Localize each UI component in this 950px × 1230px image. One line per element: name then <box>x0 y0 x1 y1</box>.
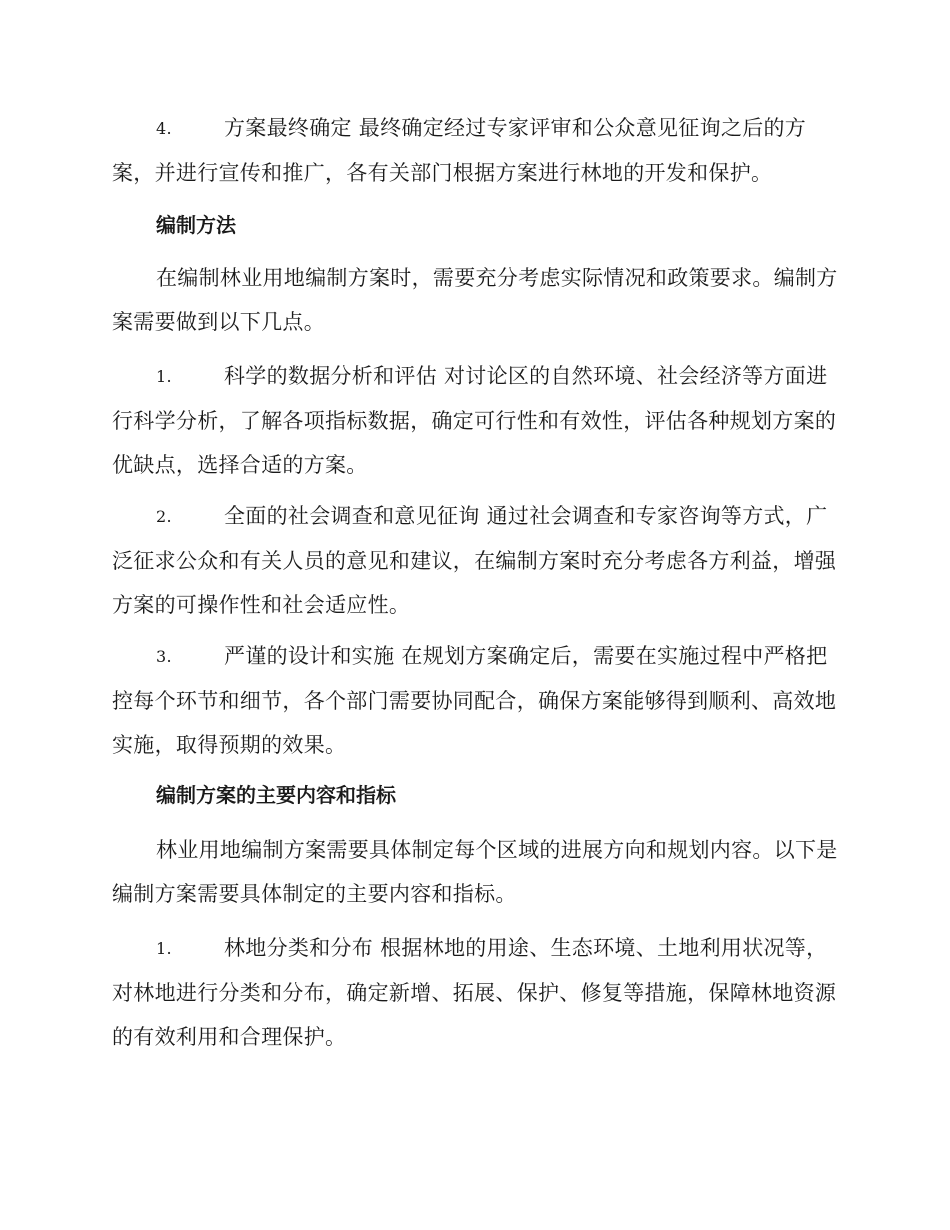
list-item <box>112 634 842 767</box>
item-title: 科学的数据分析和评估 <box>224 364 437 388</box>
item-number: 1. <box>156 367 172 386</box>
item-title: 方案最终确定 <box>224 116 352 140</box>
list-item <box>112 494 842 627</box>
item-text: 在规划方案确定后，需要在实施过程中严格把控每个环节和细节，各个部门需要协同配合，确保方案能够得到顺利、高效地实施，取得预期的效果。 <box>112 644 837 757</box>
section-heading: 编制方法 <box>156 213 236 237</box>
item-number: 2. <box>156 507 172 526</box>
item-number: 3. <box>156 647 172 666</box>
item-number: 4. <box>156 119 172 138</box>
item-title: 严谨的设计和实施 <box>224 644 395 668</box>
section-heading: 编制方案的主要内容和指标 <box>156 783 396 807</box>
item-text: 最终确定经过专家评审和公众意见征询之后的方案，并进行宣传和推广，各有关部门根据方案进行林地的开发和保护。 <box>112 116 807 185</box>
item-title: 全面的社会调查和意见征询 <box>224 504 480 528</box>
body-paragraph: 林业用地编制方案需要具体制定每个区域的进展方向和规划内容。以下是编制方案需要具体制定的主要内容和指标。 <box>112 838 838 906</box>
list-item <box>112 106 842 195</box>
list-item <box>112 926 842 1059</box>
body-paragraph: 在编制林业用地编制方案时，需要充分考虑实际情况和政策要求。编制方案需要做到以下几点。 <box>112 266 838 334</box>
item-text: 对讨论区的自然环境、社会经济等方面进行科学分析，了解各项指标数据，确定可行性和有效性，评估各种规划方案的优缺点，选择合适的方案。 <box>112 364 837 477</box>
item-text: 根据林地的用途、生态环境、土地利用状况等，对林地进行分类和分布，确定新增、拓展、保护、修复等措施，保障林地资源的有效利用和合理保护。 <box>112 936 837 1049</box>
item-text: 通过社会调查和专家咨询等方式，广泛征求公众和有关人员的意见和建议，在编制方案时充分考虑各方利益，增强方案的可操作性和社会适应性。 <box>112 504 837 617</box>
item-number: 1. <box>156 939 172 958</box>
list-item <box>112 354 842 487</box>
item-title: 林地分类和分布 <box>224 936 374 960</box>
